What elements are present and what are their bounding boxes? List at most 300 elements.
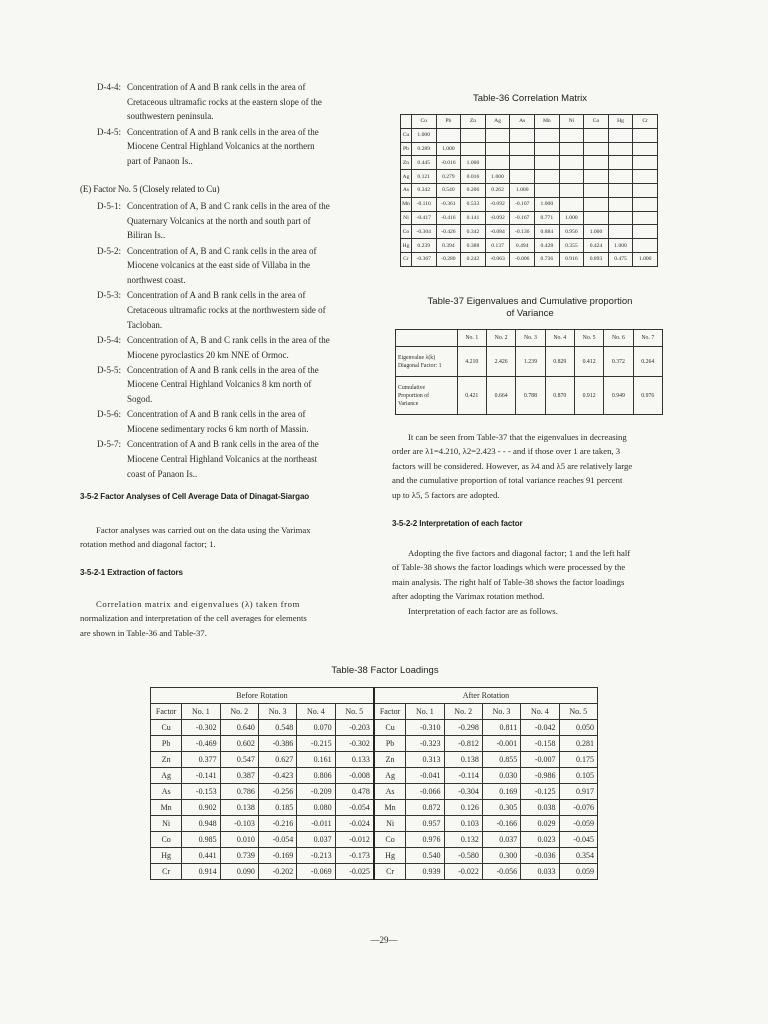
table-cell: 0.739 <box>220 848 258 864</box>
item-line: Miocene sedimentary rocks 6 km north of Massin. <box>127 424 309 434</box>
table-cell: 0.917 <box>559 784 597 800</box>
table-cell: -0.011 <box>297 816 335 832</box>
table-cell: 0.939 <box>406 864 444 880</box>
item-line: Concentration of A and B rank cells in the area of <box>127 290 306 301</box>
item-line: Cretaceous ultramafic rocks at the northwestern side of <box>127 304 326 315</box>
row-label: As <box>401 183 412 197</box>
element-label: Hg <box>151 848 182 864</box>
para-line: factors will be considered. However, as λ4 and λ5 are relatively large <box>392 460 633 471</box>
table-cell: 1.239 <box>516 347 545 377</box>
row-label: Cu <box>401 128 412 142</box>
table-row <box>151 864 598 880</box>
enumerated-item <box>97 80 367 124</box>
row-label-line: Diagonal Factor: 1 <box>398 362 442 369</box>
item-line: Concentration of A, B and C rank cells in the area of <box>127 245 317 256</box>
item-code: D-4-5: <box>97 126 121 137</box>
table-cell: -0.025 <box>335 864 374 880</box>
table-row <box>401 128 658 142</box>
table-cell: -0.136 <box>510 225 535 239</box>
column-header: Cr <box>633 115 658 129</box>
table-cell: 0.916 <box>559 252 584 266</box>
table-cell: 0.355 <box>559 239 584 253</box>
table-cell: -0.310 <box>406 720 444 736</box>
column-header: Co <box>584 115 609 129</box>
table-cell: -0.042 <box>521 720 559 736</box>
table-cell: 0.029 <box>521 816 559 832</box>
table-cell: 0.627 <box>258 752 296 768</box>
table-cell: 0.388 <box>461 239 486 253</box>
table-cell: -0.110 <box>411 197 436 211</box>
table-cell: -0.203 <box>335 720 374 736</box>
column-header: No. 4 <box>297 704 335 720</box>
table-cell: 0.137 <box>485 239 510 253</box>
para-line: Adopting the five factors and diagonal factor; 1 and the left half <box>408 548 631 558</box>
table-cell <box>559 170 584 184</box>
table-cell: -0.054 <box>258 832 296 848</box>
table-cell: -0.302 <box>182 720 220 736</box>
para-line: Factor analyses was carried out on the data using the Varimax <box>96 525 311 535</box>
table-cell: -0.812 <box>444 736 482 752</box>
table-cell <box>633 197 658 211</box>
table-cell: 0.771 <box>535 211 560 225</box>
table-row <box>151 848 598 864</box>
table-row <box>151 768 598 784</box>
table-row <box>401 252 658 266</box>
table-cell: 0.540 <box>406 848 444 864</box>
item-code: D-5-4: <box>97 334 121 345</box>
table-cell: -0.114 <box>444 768 482 784</box>
table-cell: 0.441 <box>182 848 220 864</box>
table-cell: 4.210 <box>457 347 486 377</box>
enumerated-item <box>97 437 367 481</box>
table-cell: 0.602 <box>220 736 258 752</box>
table-cell: -0.213 <box>297 848 335 864</box>
item-text <box>127 199 353 243</box>
table-cell: 0.870 <box>545 377 574 415</box>
table-cell: 2.426 <box>486 347 515 377</box>
table-cell <box>633 156 658 170</box>
table-cell: -0.202 <box>258 864 296 880</box>
table-cell: 1.000 <box>436 142 461 156</box>
table-cell: 0.387 <box>220 768 258 784</box>
table-cell: -0.209 <box>297 784 335 800</box>
table-cell: 0.976 <box>633 377 662 415</box>
table-cell: 0.872 <box>406 800 444 816</box>
table-cell: -0.216 <box>258 816 296 832</box>
element-label: Cu <box>374 720 406 736</box>
table-cell: 0.475 <box>608 252 633 266</box>
table-cell: 1.000 <box>411 128 436 142</box>
table-cell: 0.289 <box>411 142 436 156</box>
table-cell <box>608 225 633 239</box>
eigenvalue-discussion <box>392 430 672 502</box>
table-cell: 0.121 <box>411 170 436 184</box>
para-line: and the cumulative proportion of total variance reaches 91 percent <box>392 475 623 486</box>
column-header: No. 3 <box>516 330 545 347</box>
table-cell <box>535 170 560 184</box>
table-cell <box>584 183 609 197</box>
table-row <box>401 197 658 211</box>
row-label <box>396 377 458 415</box>
table-cell <box>608 183 633 197</box>
table-cell: -0.169 <box>258 848 296 864</box>
item-code: D-5-5: <box>97 364 121 375</box>
table-row <box>401 183 658 197</box>
element-label: Mn <box>374 800 406 816</box>
table-cell: 0.829 <box>545 347 574 377</box>
table-cell: 0.547 <box>220 752 258 768</box>
table-cell: 1.000 <box>510 183 535 197</box>
table-row <box>401 142 658 156</box>
table-cell: 0.428 <box>535 239 560 253</box>
enumerated-item <box>97 333 367 362</box>
row-label: Co <box>401 225 412 239</box>
table-cell: 0.279 <box>436 170 461 184</box>
table-cell: -0.041 <box>406 768 444 784</box>
table-cell: -0.417 <box>411 211 436 225</box>
table-cell: 0.640 <box>220 720 258 736</box>
row-label: Ag <box>401 170 412 184</box>
column-header: No. 1 <box>182 704 220 720</box>
table-cell: 0.736 <box>535 252 560 266</box>
table-cell <box>608 128 633 142</box>
table-cell: 0.372 <box>604 347 633 377</box>
table-cell: 0.059 <box>559 864 597 880</box>
element-label: Zn <box>151 752 182 768</box>
item-line: southwestern peninsula. <box>127 111 214 122</box>
table-row <box>401 225 658 239</box>
table-cell: 0.412 <box>574 347 603 377</box>
item-line: Concentration of A and B rank cells in the area of <box>127 82 306 92</box>
table-cell: -0.986 <box>521 768 559 784</box>
table-row <box>401 239 658 253</box>
para-line: main analysis. The right half of Table-38 shows the factor loadings <box>392 576 625 587</box>
table-cell: 0.956 <box>559 225 584 239</box>
table-cell <box>510 170 535 184</box>
table-cell: 0.105 <box>559 768 597 784</box>
table-row <box>151 832 598 848</box>
table-cell: 0.050 <box>559 720 597 736</box>
table-row <box>151 736 598 752</box>
item-text <box>127 80 353 124</box>
table-row <box>151 800 598 816</box>
table-cell: 0.185 <box>258 800 296 816</box>
row-label-line: Cumulative <box>398 384 426 391</box>
table-cell <box>535 183 560 197</box>
column-header: No. 6 <box>604 330 633 347</box>
table-row <box>401 156 658 170</box>
element-label: Cu <box>151 720 182 736</box>
para-line: Interpretation of each factor are as follows. <box>408 605 558 616</box>
column-header: No. 5 <box>559 704 597 720</box>
factor-header: Factor <box>374 704 406 720</box>
table-cell <box>436 128 461 142</box>
section-3521-heading: 3-5-2-1 Extraction of factors <box>80 568 183 577</box>
table-cell <box>485 128 510 142</box>
table-cell: -0.092 <box>485 197 510 211</box>
table-cell: 0.242 <box>461 252 486 266</box>
item-line: Biliran Is.. <box>127 230 166 241</box>
table-cell: -0.103 <box>220 816 258 832</box>
para-line: It can be seen from Table-37 that the eigenvalues in decreasing <box>408 432 627 442</box>
table-cell: 0.548 <box>258 720 296 736</box>
table-cell: 0.342 <box>461 225 486 239</box>
column-header <box>401 115 412 129</box>
table-cell: -0.084 <box>485 225 510 239</box>
row-label-line: Variance <box>398 400 419 407</box>
para-line: rotation method and diagonal factor; 1. <box>80 539 216 550</box>
element-label: Co <box>374 832 406 848</box>
element-label: Pb <box>374 736 406 752</box>
row-label-line: Eigenvalue λ(k) <box>398 354 436 361</box>
item-text <box>127 437 353 481</box>
table-cell: -0.298 <box>444 720 482 736</box>
table-cell <box>608 211 633 225</box>
table-cell: -0.059 <box>559 816 597 832</box>
table-cell: 0.138 <box>444 752 482 768</box>
column-header: Ni <box>559 115 584 129</box>
table-cell: 0.912 <box>574 377 603 415</box>
table-cell: -0.045 <box>559 832 597 848</box>
table-cell: -0.580 <box>444 848 482 864</box>
column-header: Ag <box>485 115 510 129</box>
column-header: No. 4 <box>521 704 559 720</box>
table-cell: 0.313 <box>406 752 444 768</box>
row-label: Ni <box>401 211 412 225</box>
table-cell <box>535 128 560 142</box>
table-cell: 0.902 <box>182 800 220 816</box>
table-cell: -0.066 <box>406 784 444 800</box>
table-cell: -0.141 <box>182 768 220 784</box>
section-352-paragraph <box>80 523 360 552</box>
table-cell: -0.007 <box>521 752 559 768</box>
table-cell: -0.423 <box>258 768 296 784</box>
table-cell: -0.076 <box>559 800 597 816</box>
para-line: normalization and interpretation of the cell averages for elements <box>80 613 307 624</box>
table-cell: -0.036 <box>521 848 559 864</box>
item-text <box>127 363 353 407</box>
table-cell: 0.080 <box>297 800 335 816</box>
table-cell <box>461 142 486 156</box>
table-cell: -0.426 <box>436 225 461 239</box>
column-header: No. 3 <box>482 704 520 720</box>
table-cell: 1.000 <box>461 156 486 170</box>
table-cell: -0.092 <box>485 211 510 225</box>
table-cell: 0.985 <box>182 832 220 848</box>
row-label: Cr <box>401 252 412 266</box>
item-code: D-4-4: <box>97 82 121 92</box>
table-row <box>151 784 598 800</box>
table-cell: 1.000 <box>584 225 609 239</box>
table-cell: -0.323 <box>406 736 444 752</box>
table-cell: 0.169 <box>482 784 520 800</box>
interpretation-paragraph <box>392 546 672 618</box>
table-cell: 0.070 <box>297 720 335 736</box>
table-cell <box>608 142 633 156</box>
table-row <box>401 211 658 225</box>
table-cell: -0.173 <box>335 848 374 864</box>
item-line: Cretaceous ultramafic rocks at the eastern slope of the <box>127 96 322 107</box>
table-cell: 0.262 <box>485 183 510 197</box>
table37-title-line: Table-37 Eigenvalues and Cumulative proportion <box>427 296 633 307</box>
column-header: No. 4 <box>545 330 574 347</box>
table-cell: 0.010 <box>220 832 258 848</box>
table-cell <box>608 197 633 211</box>
column-header: Zn <box>461 115 486 129</box>
table-cell <box>510 156 535 170</box>
table-cell: -0.056 <box>482 864 520 880</box>
table-cell <box>584 170 609 184</box>
table-cell: -0.016 <box>436 156 461 170</box>
table-cell <box>559 156 584 170</box>
item-code: D-5-2: <box>97 245 121 256</box>
table-cell <box>559 128 584 142</box>
table-cell: -0.256 <box>258 784 296 800</box>
item-line: coast of Panaon Is.. <box>127 468 198 479</box>
table-cell <box>584 211 609 225</box>
table-cell: 0.038 <box>521 800 559 816</box>
enumerated-item <box>97 407 367 436</box>
table-cell <box>559 142 584 156</box>
table-cell: 0.342 <box>411 183 436 197</box>
table36-title: Table-36 Correlation Matrix <box>472 93 588 104</box>
column-header: As <box>510 115 535 129</box>
item-text <box>127 288 353 332</box>
table-cell: 0.806 <box>297 768 335 784</box>
table-cell <box>633 225 658 239</box>
table-cell: 0.788 <box>516 377 545 415</box>
table-cell <box>559 197 584 211</box>
table-cell: 0.394 <box>436 239 461 253</box>
table-cell: 0.281 <box>559 736 597 752</box>
table-cell: -0.367 <box>411 252 436 266</box>
table-cell: 0.664 <box>486 377 515 415</box>
table-cell: -0.304 <box>411 225 436 239</box>
section-3522-heading: 3-5-2-2 Interpretation of each factor <box>392 519 523 528</box>
enumerated-item <box>97 199 367 243</box>
table-cell: -0.302 <box>335 736 374 752</box>
table-cell <box>584 197 609 211</box>
table-cell <box>485 142 510 156</box>
table-cell: -0.024 <box>335 816 374 832</box>
element-label: Ag <box>151 768 182 784</box>
table-cell: 0.884 <box>535 225 560 239</box>
table-cell: -0.215 <box>297 736 335 752</box>
table-cell <box>584 128 609 142</box>
page-number: —29— <box>370 935 398 945</box>
element-label: Co <box>151 832 182 848</box>
table-cell: 0.948 <box>182 816 220 832</box>
column-header: No. 7 <box>633 330 662 347</box>
table-cell: -0.069 <box>297 864 335 880</box>
table-cell: -0.008 <box>335 768 374 784</box>
factor-header: Factor <box>151 704 182 720</box>
table-cell: 0.540 <box>436 183 461 197</box>
table-cell <box>559 183 584 197</box>
table-cell: 0.103 <box>444 816 482 832</box>
table-row <box>151 752 598 768</box>
table-cell: -0.386 <box>258 736 296 752</box>
table-cell <box>584 156 609 170</box>
table37-title-line: of Variance <box>506 308 554 319</box>
column-header: No. 5 <box>335 704 374 720</box>
correlation-matrix-table <box>400 114 658 267</box>
table-cell: -0.469 <box>182 736 220 752</box>
element-label: As <box>151 784 182 800</box>
row-label <box>396 347 458 377</box>
table-cell <box>510 142 535 156</box>
para-line: are shown in Table-36 and Table-37. <box>80 627 207 638</box>
column-header: Pb <box>436 115 461 129</box>
item-line: Miocene volcanics at the east side of Villaba in the <box>127 260 310 271</box>
table-cell: 0.478 <box>335 784 374 800</box>
table-cell: 0.533 <box>461 197 486 211</box>
item-line: part of Panaon Is.. <box>127 156 193 166</box>
section-3521-paragraph <box>80 597 360 640</box>
table-cell: 0.133 <box>335 752 374 768</box>
item-line: Concentration of A, B and C rank cells in the area of the <box>127 201 330 211</box>
element-label: Ni <box>151 816 182 832</box>
item-text <box>127 407 353 436</box>
table-cell: 0.037 <box>297 832 335 848</box>
column-header: No. 2 <box>220 704 258 720</box>
table-cell: 0.305 <box>482 800 520 816</box>
row-label: Zn <box>401 156 412 170</box>
before-rotation-header: Before Rotation <box>151 688 374 704</box>
element-label: Pb <box>151 736 182 752</box>
table-cell: 0.914 <box>182 864 220 880</box>
item-line: Concentration of A, B and C rank cells in the area of the <box>127 334 330 345</box>
table-cell: 0.976 <box>406 832 444 848</box>
item-line: Concentration of A and B rank cells in the area of <box>127 409 306 420</box>
table-cell: 0.893 <box>584 252 609 266</box>
table-cell <box>633 128 658 142</box>
table-cell: 0.206 <box>461 183 486 197</box>
table-cell: 0.037 <box>482 832 520 848</box>
table-cell: 1.000 <box>485 170 510 184</box>
item-text <box>127 244 353 288</box>
table-cell: -0.006 <box>510 252 535 266</box>
table-cell: 0.033 <box>521 864 559 880</box>
table-cell: 0.126 <box>444 800 482 816</box>
after-rotation-header: After Rotation <box>374 688 598 704</box>
column-header: No. 5 <box>574 330 603 347</box>
table-cell <box>461 128 486 142</box>
para-line: after adopting the Varimax rotation method. <box>392 591 545 602</box>
table-row <box>151 816 598 832</box>
column-header: No. 2 <box>444 704 482 720</box>
para-line: up to λ5, 5 factors are adopted. <box>392 489 500 500</box>
table-row <box>401 170 658 184</box>
table-cell <box>535 142 560 156</box>
factor5-heading: (E) Factor No. 5 (Closely related to Cu) <box>80 184 220 194</box>
element-label: Ni <box>374 816 406 832</box>
item-line: Miocene Central Highland Volcanics at the northern <box>127 141 315 152</box>
row-label-line: Proportion of <box>398 392 430 399</box>
table-cell <box>633 239 658 253</box>
row-label: Mn <box>401 197 412 211</box>
table-cell: 0.138 <box>220 800 258 816</box>
column-header: No. 1 <box>457 330 486 347</box>
item-code: D-5-1: <box>97 201 121 211</box>
item-line: Concentration of A and B rank cells in the area of the <box>127 439 319 450</box>
table-cell: 0.141 <box>461 211 486 225</box>
column-header: Mn <box>535 115 560 129</box>
item-code: D-5-6: <box>97 409 121 420</box>
para-line: Correlation matrix and eigenvalues (λ) taken from <box>96 599 300 609</box>
table-cell: 1.000 <box>535 197 560 211</box>
item-code: D-5-7: <box>97 439 121 450</box>
